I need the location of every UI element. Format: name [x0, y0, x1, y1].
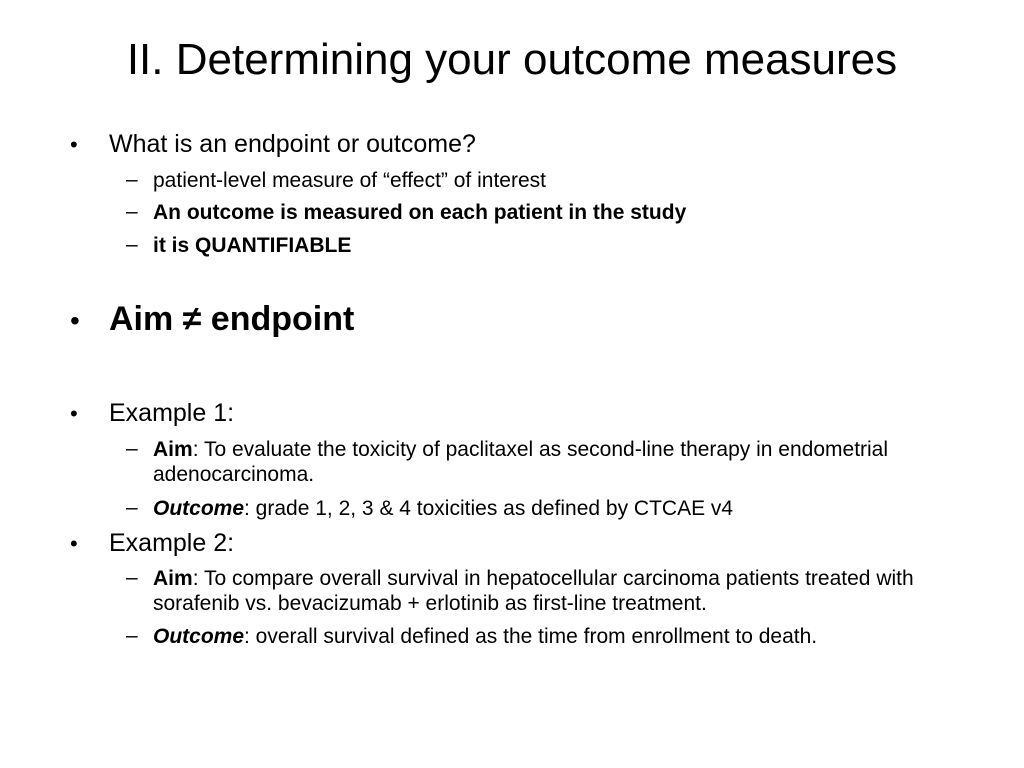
example1-heading: Example 1: [109, 399, 235, 427]
outcome-text: : grade 1, 2, 3 & 4 toxicities as defined by CTCAE v4 [244, 497, 734, 520]
dash-marker: – [126, 496, 138, 519]
bullet-endpoint-question: What is an endpoint or outcome? [109, 130, 476, 158]
dash-marker: – [126, 233, 138, 256]
bullet-dot: • [70, 132, 78, 157]
aim-label: Aim [153, 438, 193, 461]
example1-aim [153, 437, 973, 487]
example2-heading: Example 2: [109, 529, 235, 557]
dash-marker: – [126, 168, 138, 191]
dash-marker: – [126, 566, 138, 589]
bullet-dot: • [70, 401, 78, 426]
aim-label: Aim [153, 567, 193, 590]
bullet-dot: • [70, 305, 80, 336]
example1-outcome [153, 496, 973, 521]
dash-marker: – [126, 624, 138, 647]
outcome-label: Outcome [153, 625, 245, 648]
bullet-aim-not-endpoint: Aim ≠ endpoint [109, 300, 355, 338]
sub-bullet-measured-each-patient: An outcome is measured on each patient in the study [153, 201, 687, 224]
aim-text: : To evaluate the toxicity of paclitaxel as second-line therapy in endometrial adenocarcinoma. [153, 438, 889, 486]
dash-marker: – [126, 200, 138, 223]
slide-title: II. Determining your outcome measures [126, 35, 898, 84]
bullet-dot: • [70, 531, 78, 556]
sub-bullet-quantifiable: it is QUANTIFIABLE [153, 234, 352, 257]
example2-aim [153, 566, 973, 616]
outcome-text: : overall survival defined as the time from enrollment to death. [244, 625, 818, 648]
aim-text: : To compare overall survival in hepatocellular carcinoma patients treated with sorafenib vs. bevacizumab + erlotinib as first-line treatment. [153, 567, 914, 615]
example2-outcome [153, 624, 973, 649]
outcome-label: Outcome [153, 497, 245, 520]
dash-marker: – [126, 437, 138, 460]
sub-bullet-patient-level: patient-level measure of “effect” of interest [153, 169, 546, 192]
